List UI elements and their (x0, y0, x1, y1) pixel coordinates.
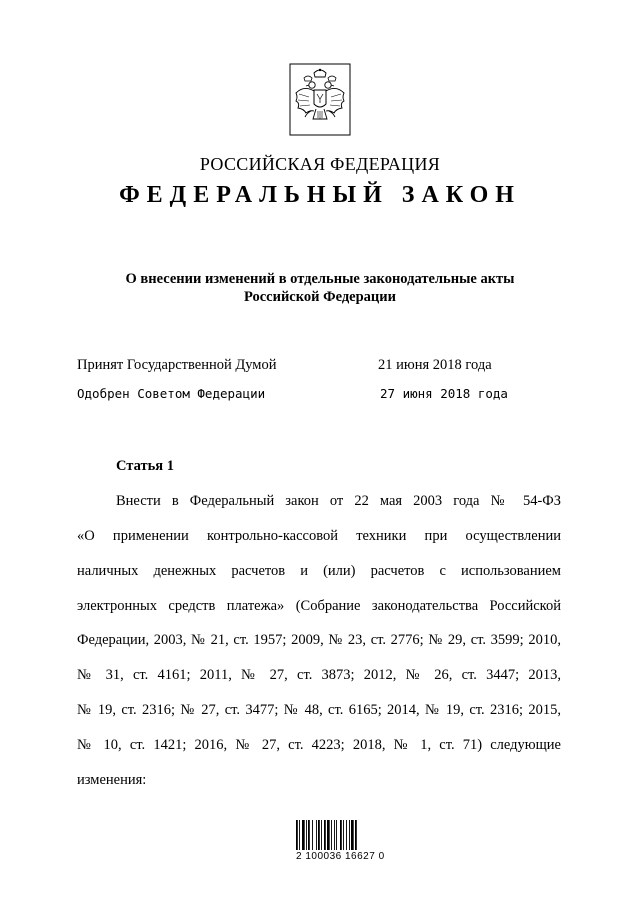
article-text-line: электронных средств платежа» (Собрание законодательства Российской (77, 598, 561, 614)
article-text-line: № 31, ст. 4161; 2011, № 27, ст. 3873; 2012, № 26, ст. 3447; 2013, (77, 667, 561, 683)
article-text-line: Федерации, 2003, № 21, ст. 1957; 2009, № 23, ст. 2776; № 29, ст. 3599; 2010, (77, 632, 561, 648)
document-type: ФЕДЕРАЛЬНЫЙ ЗАКОН (119, 182, 521, 208)
article-text-line: «О применении контрольно-кассовой техники при осуществлении (77, 528, 561, 544)
barcode-icon (295, 820, 375, 850)
article-text-line: наличных денежных расчетов и (или) расчетов с использованием (77, 563, 561, 579)
law-subject-line-2: Российской Федерации (243, 289, 396, 305)
article-text-line: Внести в Федеральный закон от 22 мая 2003 года № 54-ФЗ (116, 493, 561, 509)
article-text-line: изменения: (77, 772, 147, 788)
duma-adoption-date: 21 июня 2018 года (378, 357, 492, 373)
country-name: РОССИЙСКАЯ ФЕДЕРАЦИЯ (199, 154, 441, 174)
article-text-line: № 10, ст. 1421; 2016, № 27, ст. 4223; 2018, № 1, ст. 71) следующие (77, 737, 561, 753)
article-title: Статья 1 (116, 458, 174, 474)
law-subject (60, 270, 580, 306)
barcode-number: 2 100036 16627 0 (296, 851, 385, 862)
council-approval-date: 27 июня 2018 года (380, 386, 508, 401)
law-subject-line-1: О внесении изменений в отдельные законодательные акты (125, 271, 515, 287)
council-approval-label: Одобрен Советом Федерации (77, 386, 266, 401)
coat-of-arms-icon (289, 63, 351, 136)
duma-adoption-label: Принят Государственной Думой (77, 357, 277, 373)
article-text-line: № 19, ст. 2316; № 27, ст. 3477; № 48, ст. 6165; 2014, № 19, ст. 2316; 2015, (77, 702, 561, 718)
